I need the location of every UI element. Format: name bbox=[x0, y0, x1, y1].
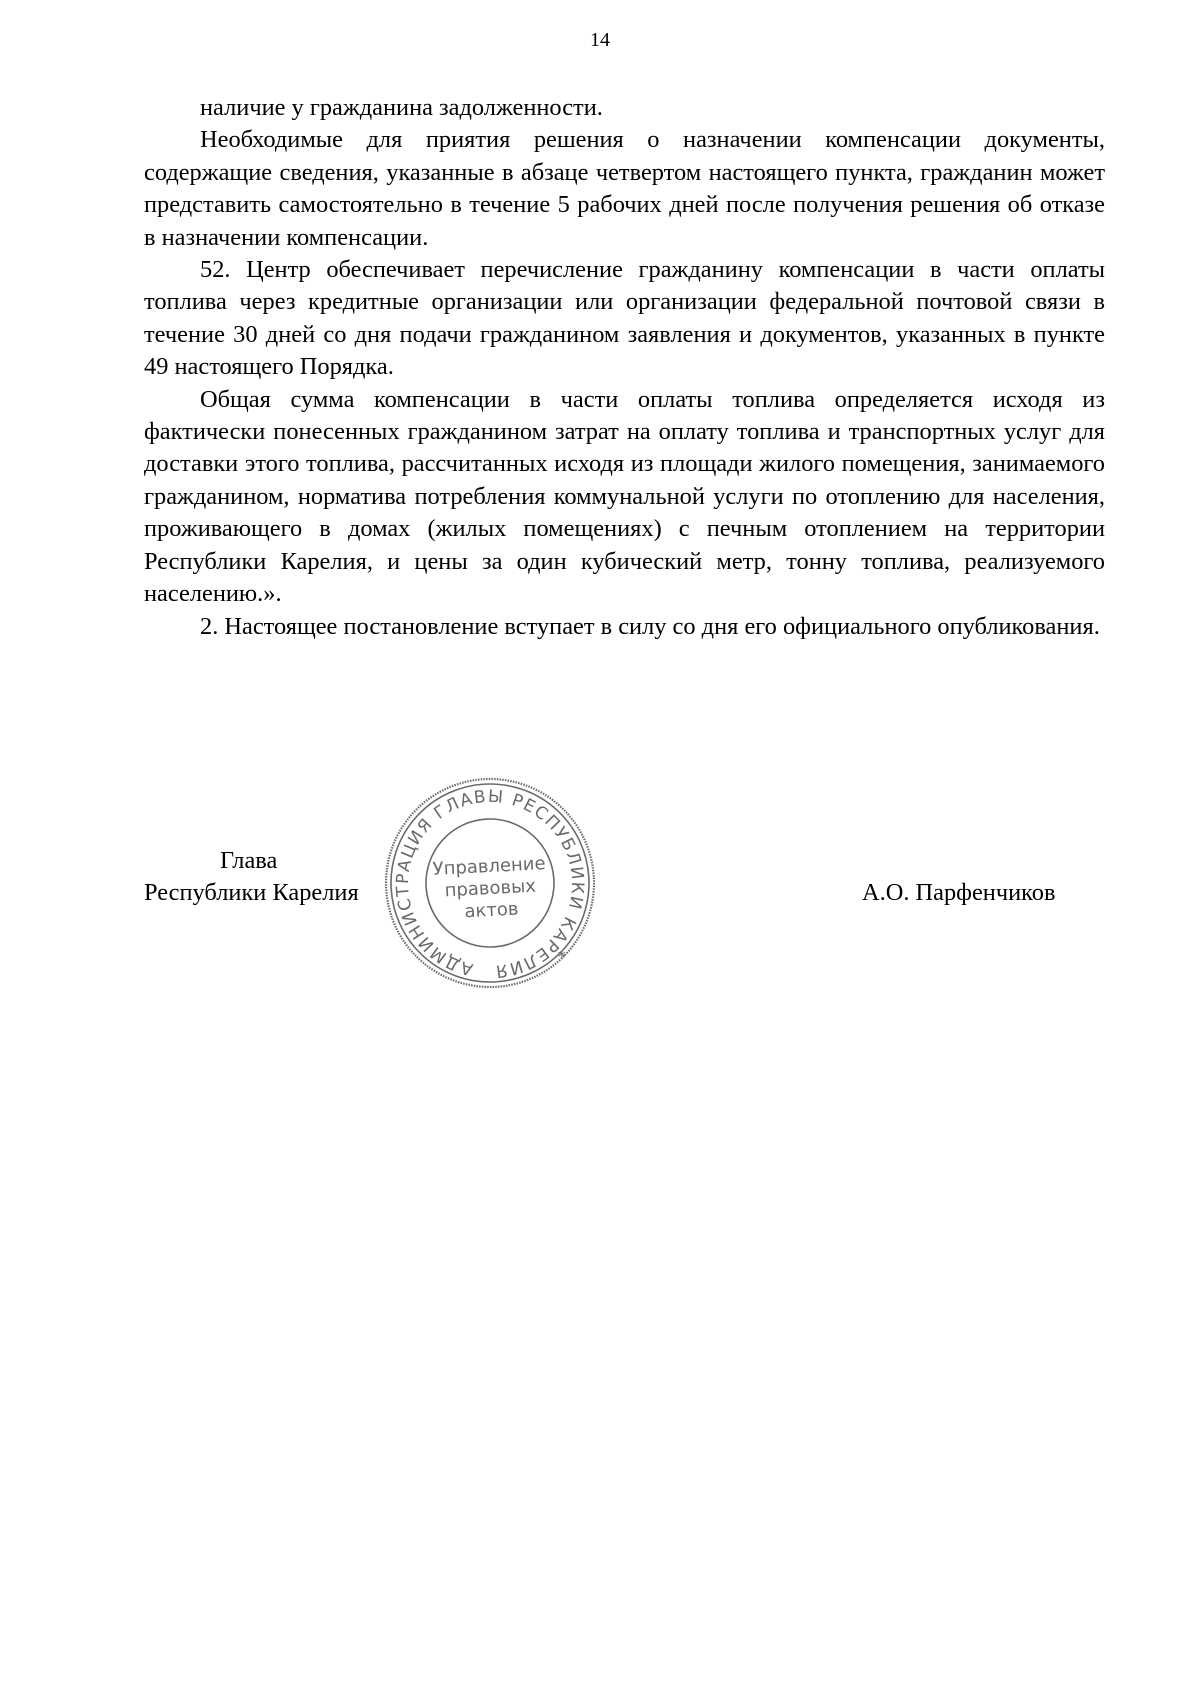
signatory-title bbox=[144, 845, 359, 910]
official-stamp bbox=[377, 770, 604, 995]
stamp-ring-text: АДМИНИСТРАЦИЯ ГЛАВЫ РЕСПУБЛИКИ КАРЕЛИЯ bbox=[392, 786, 588, 982]
paragraph-documents: Необходимые для приятия решения о назначении компенсации документы, содержащие сведения, указанные в абзаце четвертом настоящего пункта, гражданин может представить самостоятельно в течение 5 рабочих дней после получения решения об отказе в назначении компенсации. bbox=[144, 126, 1105, 251]
stamp-center-line2: правовых bbox=[444, 875, 537, 902]
paragraph-item-52: 52. Центр обеспечивает перечисление гражданину компенсации в части оплаты топлива через кредитные организации или организации федеральной почтовой связи в течение 30 дней со дня подачи гражданином заявления и документов, указанных в пункте 49 настоящего Порядка. bbox=[144, 256, 1105, 381]
page-number: 14 bbox=[590, 29, 610, 51]
stamp-center-line3: актов bbox=[463, 898, 519, 923]
paragraph-compensation-sum: Общая сумма компенсации в части оплаты топлива определяется исходя из фактически понесенных гражданином затрат на оплату топлива и транспортных услуг для доставки этого топлива, рассчитанных исходя из площади жилого помещения, занимаемого гражданином, норматива потребления коммунальной услуги по отоплению для населения, проживающего в домах (жилых помещениях) с печным отоплением на территории Республики Карелия, и цены за один кубический метр, тонну топлива, реализуемого населению.». bbox=[144, 385, 1105, 608]
stamp-star: * bbox=[557, 947, 567, 967]
signatory-title-line2: Республики Карелия bbox=[144, 879, 359, 907]
stamp-center-line1: Управление bbox=[432, 853, 547, 880]
paragraph-entry-into-force: 2. Настоящее постановление вступает в силу со дня его официального опубликования. bbox=[200, 612, 1100, 640]
signatory-title-line1: Глава bbox=[220, 847, 278, 874]
document-body bbox=[144, 92, 1105, 643]
official-stamp-graphic bbox=[377, 770, 604, 995]
paragraph-debt-line: наличие у гражданина задолженности. bbox=[200, 94, 603, 121]
signatory-name: А.О. Парфенчиков bbox=[862, 879, 1056, 906]
